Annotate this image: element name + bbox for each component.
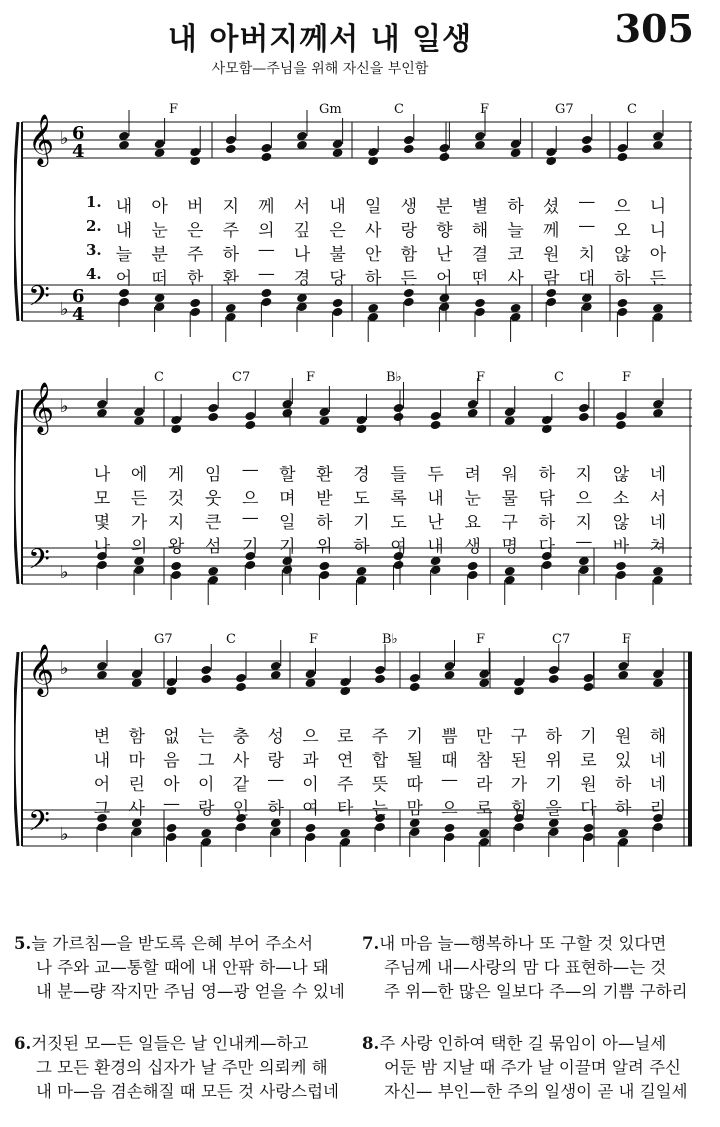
verse-line: 그 모든 환경의 십자가 날 주만 의뢰케 해 (36, 1058, 328, 1077)
lyric-syllable: 서 (293, 197, 311, 217)
lyric-syllable: 있 (615, 751, 632, 771)
lyric-syllable: 않 (612, 465, 630, 485)
chord-symbol: C (154, 370, 164, 385)
lyric-syllable: 어 (93, 775, 111, 795)
lyric-line-verse-3 (14, 508, 698, 533)
lyric-syllable: 사 (232, 751, 250, 771)
lyric-syllable: 난 (427, 513, 444, 533)
lyric-syllable: 가 (510, 775, 528, 795)
verse-line: 주 위—한 많은 일보다 주—의 기쁨 구하리 (384, 982, 688, 1001)
lyric-syllable: 힘 (510, 799, 528, 819)
lyric-syllable: 랑 (267, 751, 284, 771)
lyric-syllable: 하 (267, 799, 284, 819)
lyric-syllable: 기 (580, 727, 597, 747)
lyric-syllable: 서 (649, 489, 667, 509)
lyric-syllable: 섬 (204, 537, 222, 557)
flat-icon: ♭ (60, 658, 69, 679)
music-system-3 (14, 630, 698, 892)
verse-number: 6. (14, 1034, 32, 1053)
lyric-syllable: 려 (464, 465, 481, 485)
lyric-line-verse-2 (14, 484, 698, 509)
lyric-syllable: 내 (427, 537, 444, 557)
lyric-syllable: 것 (167, 489, 185, 509)
lyric-syllable: 성 (267, 727, 284, 747)
lyric-syllable: 마 (128, 751, 145, 771)
lyric-syllable: 때 (441, 751, 458, 771)
lyric-syllable: 된 (510, 751, 528, 771)
lyric-syllable: 주 (186, 245, 204, 265)
verse-6 (14, 1030, 359, 1102)
lyric-line-verse-2 (14, 746, 698, 771)
music-system-1 (14, 100, 698, 370)
lyric-syllable: 린 (128, 775, 145, 795)
lyric-syllable: 네 (649, 465, 667, 485)
lyric-syllable: 요 (464, 513, 481, 533)
lyric-syllable: 리 (649, 799, 667, 819)
lyric-syllable: 내 (93, 751, 111, 771)
lyric-syllable: 뜻 (371, 775, 389, 795)
lyric-syllable: 소 (612, 489, 630, 509)
lyric-syllable: 주 (371, 727, 389, 747)
bass-clef-icon: 𝄢 (28, 805, 50, 845)
lyric-syllable: 큰 (204, 513, 222, 533)
lyric-syllable: 기 (353, 513, 370, 533)
lyric-syllable: 록 (390, 489, 407, 509)
lyric-syllable: 치 (578, 245, 596, 265)
lyric-syllable: 함 (128, 727, 145, 747)
lyric-syllable: 도 (353, 489, 370, 509)
lyric-syllable: 눈 (151, 221, 168, 241)
lyric-syllable: 을 (545, 799, 562, 819)
lyric-syllable: 랑 (400, 221, 418, 241)
chord-symbol: C (394, 102, 404, 117)
lyric-syllable: 일 (279, 513, 296, 533)
verse-number: 8. (362, 1034, 380, 1053)
lyric-syllable: 닦 (538, 489, 556, 509)
lyric-syllable: 든 (130, 489, 148, 509)
chord-symbol: C (226, 632, 236, 647)
chord-symbol: C7 (552, 632, 571, 647)
lyric-syllable: 니 (649, 197, 667, 217)
lyric-syllable: 쳐 (649, 537, 667, 557)
lyric-line-verse-4 (14, 264, 698, 289)
verse-line: 나 주와 교—통할 때에 내 안팎 하—나 돼 (36, 958, 329, 977)
lyric-syllable: 은 (329, 221, 346, 241)
time-signature: 6 (72, 286, 85, 307)
lyric-syllable: 구 (510, 727, 528, 747)
verse-line: 늘 가르침—을 받도록 은혜 부어 주소서 (31, 934, 314, 953)
treble-clef-icon: 𝄞 (28, 644, 55, 695)
lyric-syllable: 몇 (93, 513, 111, 533)
lyric-syllable: 지 (222, 197, 240, 217)
chord-symbol: F (169, 102, 179, 117)
lyric-syllable: — (578, 216, 596, 236)
lyric-syllable: 맘 (406, 799, 423, 819)
treble-staff (22, 652, 692, 688)
lyric-syllable: 참 (476, 751, 493, 771)
verse-line: 내 마—음 겸손해질 때 모든 것 사랑스럽네 (36, 1082, 339, 1101)
verse-number: 2. (86, 217, 102, 235)
lyric-syllable: 떤 (471, 269, 489, 289)
lyric-syllable: 네 (649, 513, 667, 533)
lyric-syllable: 될 (406, 751, 423, 771)
chord-symbol: G7 (154, 632, 173, 647)
lyric-syllable: 께 (542, 221, 560, 241)
lyric-syllable: 할 (279, 465, 296, 485)
lyric-syllable: 랑 (198, 799, 215, 819)
lyric-syllable: 지 (167, 513, 185, 533)
lyric-line-verse-1 (14, 192, 698, 217)
lyric-syllable: 경 (293, 269, 311, 289)
lyric-syllable: 음 (163, 751, 180, 771)
lyric-syllable: 하 (614, 269, 631, 289)
verse-5 (14, 930, 359, 1002)
lyric-syllable: 나 (93, 465, 111, 485)
lyric-syllable: 네 (649, 775, 667, 795)
lyric-syllable: 든 (649, 269, 667, 289)
lyric-syllable: 바 (612, 537, 630, 557)
lyric-syllable: — (267, 770, 285, 790)
chord-symbol: F (622, 370, 632, 385)
lyric-syllable: 기 (279, 537, 296, 557)
chord-symbol: B♭ (382, 632, 398, 647)
lyric-syllable: 안 (364, 245, 382, 265)
lyric-syllable: 의 (130, 537, 148, 557)
lyric-syllable: 않 (614, 245, 631, 265)
lyric-syllable: — (575, 532, 593, 552)
lyric-line-verse-1 (14, 460, 698, 485)
lyric-syllable: 임 (204, 465, 222, 485)
lyric-syllable: 그 (198, 751, 215, 771)
flat-icon: ♭ (60, 396, 69, 417)
lyric-syllable: 구 (501, 513, 518, 533)
flat-icon: ♭ (60, 299, 69, 320)
lyric-syllable: 지 (575, 513, 593, 533)
lyric-syllable: 하 (615, 799, 632, 819)
lyric-line-verse-2 (14, 216, 698, 241)
verse-8 (362, 1030, 707, 1102)
lyric-syllable: 생 (464, 537, 481, 557)
lyric-syllable: 위 (316, 537, 333, 557)
music-system-2 (14, 368, 698, 630)
lyric-syllable: 별 (471, 197, 489, 217)
lyric-syllable: 일 (364, 197, 382, 217)
lyric-syllable: 하 (538, 513, 556, 533)
lyric-syllable: 도 (390, 513, 407, 533)
lyric-syllable: 않 (612, 513, 630, 533)
lyric-syllable: 쁨 (441, 727, 458, 747)
lyric-syllable: 으 (575, 489, 593, 509)
chord-symbol: Gm (319, 102, 342, 117)
chord-symbol: C (627, 102, 637, 117)
lyric-syllable: 에 (130, 465, 148, 485)
lyric-syllable: — (441, 770, 458, 790)
flat-icon: ♭ (60, 128, 69, 149)
chord-symbol: C (554, 370, 564, 385)
lyric-syllable: 다 (580, 799, 597, 819)
lyric-syllable: 는 (371, 799, 389, 819)
flat-icon: ♭ (60, 562, 69, 583)
verse-number: 1. (86, 193, 102, 211)
lyric-syllable: 버 (186, 197, 204, 217)
lyric-syllable: 대 (578, 269, 596, 289)
lyric-syllable: 로 (337, 727, 354, 747)
lyric-syllable: 명 (501, 537, 518, 557)
lyric-syllable: 늘 (115, 245, 133, 265)
lyric-syllable: 하 (316, 513, 333, 533)
lyric-syllable: 께 (258, 197, 275, 217)
lyric-syllable: 충 (232, 727, 250, 747)
lyric-syllable: 결 (471, 245, 489, 265)
verse-number: 5. (14, 934, 32, 953)
treble-clef-icon: 𝄞 (28, 114, 55, 165)
lyric-syllable: 어 (436, 269, 453, 289)
lyric-syllable: 함 (400, 245, 418, 265)
lyric-syllable: 은 (186, 221, 204, 241)
lyric-line-verse-3 (14, 770, 698, 795)
lyric-syllable: 코 (507, 245, 524, 265)
chord-symbol: C7 (232, 370, 251, 385)
lyric-syllable: 위 (545, 751, 562, 771)
lyric-syllable: 으 (242, 489, 259, 509)
time-signature: 6 (72, 123, 85, 144)
lyric-syllable: 웃 (204, 489, 222, 509)
lyric-syllable: — (257, 264, 275, 284)
lyric-syllable: 눈 (464, 489, 481, 509)
lyric-syllable: 깊 (293, 221, 311, 241)
lyric-syllable: 여 (302, 799, 319, 819)
chord-symbol: F (476, 370, 486, 385)
lyric-syllable: 람 (542, 269, 560, 289)
lyric-syllable: 인 (232, 799, 250, 819)
lyric-syllable: 만 (476, 727, 493, 747)
lyric-syllable: 경 (353, 465, 370, 485)
lyric-line-verse-4 (14, 794, 698, 819)
chord-symbol: G7 (555, 102, 574, 117)
lyric-syllable: 게 (167, 465, 185, 485)
chord-symbol: F (476, 632, 486, 647)
lyric-syllable: 들 (390, 465, 407, 485)
lyric-syllable: 아 (163, 775, 180, 795)
lyric-syllable: 하 (538, 465, 556, 485)
lyric-syllable: 불 (329, 245, 346, 265)
lyric-syllable: 기 (242, 537, 259, 557)
lyric-syllable: 받 (316, 489, 333, 509)
lyric-syllable: 향 (436, 221, 453, 241)
lyric-syllable: 당 (329, 269, 346, 289)
lyric-syllable: 없 (163, 727, 180, 747)
lyric-syllable: 그 (93, 799, 111, 819)
lyric-syllable: 모 (93, 489, 111, 509)
hymn-number: 305 (614, 6, 694, 51)
lyric-syllable: 아 (649, 245, 667, 265)
lyric-syllable: 환 (222, 269, 240, 289)
verse-line: 내 마음 늘—행복하나 또 구할 것 있다면 (379, 934, 667, 953)
lyric-syllable: 는 (198, 727, 215, 747)
lyric-syllable: — (241, 460, 259, 480)
verse-number: 4. (86, 265, 102, 283)
lyric-syllable: 여 (390, 537, 407, 557)
lyric-syllable: 하 (545, 727, 562, 747)
lyric-syllable: 오 (614, 221, 631, 241)
lyric-syllable: 원 (580, 775, 597, 795)
lyric-syllable: 지 (575, 465, 593, 485)
lyric-syllable: 으 (302, 727, 319, 747)
verse-line: 자신— 부인—한 주의 일생이 곧 내 길일세 (384, 1082, 688, 1101)
lyric-syllable: 네 (649, 751, 667, 771)
lyric-syllable: 내 (427, 489, 444, 509)
verse-7 (362, 930, 707, 1002)
lyric-syllable: 며 (279, 489, 296, 509)
lyric-syllable: 든 (400, 269, 418, 289)
lyric-syllable: 기 (545, 775, 562, 795)
chord-symbol: F (306, 370, 316, 385)
hymn-subtitle: 사모함—주님을 위해 자신을 부인함 (211, 61, 429, 77)
lyric-syllable: 사 (128, 799, 145, 819)
lyric-syllable: 내 (329, 197, 346, 217)
time-signature: 4 (72, 141, 85, 162)
lyric-syllable: 합 (371, 751, 389, 771)
lyric-syllable: 아 (151, 197, 168, 217)
lyric-syllable: 로 (580, 751, 597, 771)
lyric-syllable: 내 (115, 221, 133, 241)
lyric-syllable: 라 (476, 775, 493, 795)
lyric-syllable: 하 (353, 537, 370, 557)
lyric-line-verse-3 (14, 240, 698, 265)
lyric-syllable: — (257, 240, 275, 260)
lyric-syllable: — (578, 192, 596, 212)
bass-clef-icon: 𝄢 (28, 543, 50, 583)
lyric-syllable: 니 (649, 221, 667, 241)
bass-clef-icon: 𝄢 (28, 280, 50, 320)
lyric-syllable: 하 (507, 197, 524, 217)
chord-symbol: F (309, 632, 319, 647)
lyric-line-verse-1 (14, 722, 698, 747)
lyric-syllable: 환 (316, 465, 333, 485)
lyric-syllable: 분 (151, 245, 168, 265)
lyric-syllable: 따 (406, 775, 423, 795)
lyric-syllable: 과 (302, 751, 319, 771)
lyric-syllable: 하 (364, 269, 382, 289)
lyric-syllable: 워 (501, 465, 518, 485)
lyric-syllable: 주 (222, 221, 240, 241)
lyric-syllable: 하 (222, 245, 240, 265)
lyric-syllable: 왕 (167, 537, 185, 557)
lyric-syllable: 같 (232, 775, 250, 795)
lyric-syllable: 변 (93, 727, 111, 747)
verse-line: 주 사랑 인하여 택한 길 묶임이 아—닐세 (379, 1034, 667, 1053)
lyric-syllable: 원 (542, 245, 560, 265)
lyric-line-verse-4 (14, 532, 698, 557)
verse-line: 주님께 내—사랑의 맘 다 표현하—는 것 (384, 958, 667, 977)
lyric-syllable: 으 (614, 197, 631, 217)
lyric-syllable: 이 (198, 775, 215, 795)
lyric-syllable: 내 (115, 197, 133, 217)
lyric-syllable: 생 (400, 197, 418, 217)
lyric-syllable: — (241, 508, 259, 528)
lyric-syllable: 로 (476, 799, 493, 819)
verse-line: 내 분—량 작지만 주님 영—광 얻을 수 있네 (36, 982, 345, 1001)
lyric-syllable: 분 (436, 197, 453, 217)
lyric-syllable: 연 (337, 751, 354, 771)
lyric-syllable: 물 (501, 489, 518, 509)
lyric-syllable: 으 (441, 799, 458, 819)
lyric-syllable: 사 (507, 269, 524, 289)
lyric-syllable: 타 (337, 799, 354, 819)
lyric-syllable: 기 (406, 727, 423, 747)
lyric-syllable: 나 (293, 245, 311, 265)
lyric-syllable: 나 (93, 537, 111, 557)
lyric-syllable: 셨 (542, 197, 560, 217)
lyric-syllable: 가 (130, 513, 148, 533)
lyric-syllable: 난 (436, 245, 453, 265)
lyric-syllable: 이 (302, 775, 319, 795)
lyric-syllable: 의 (258, 221, 275, 241)
treble-clef-icon: 𝄞 (28, 382, 55, 433)
chord-symbol: F (480, 102, 490, 117)
time-signature: 4 (72, 304, 85, 325)
chord-symbol: F (622, 632, 632, 647)
lyric-syllable: 주 (337, 775, 354, 795)
chord-symbol: B♭ (386, 370, 402, 385)
verse-line: 거짓된 모—든 일들은 날 인내케—하고 (31, 1034, 309, 1053)
verse-line: 어둔 밤 지날 때 주가 날 이끌며 알려 주신 (384, 1058, 681, 1077)
flat-icon: ♭ (60, 824, 69, 845)
lyric-syllable: — (163, 794, 180, 814)
verse-number: 7. (362, 934, 380, 953)
lyric-syllable: 해 (649, 727, 667, 747)
lyric-syllable: 다 (538, 537, 556, 557)
lyric-syllable: 한 (186, 269, 204, 289)
lyric-syllable: 늘 (507, 221, 524, 241)
lyric-syllable: 두 (427, 465, 444, 485)
verse-number: 3. (86, 241, 102, 259)
lyric-syllable: 어 (115, 269, 133, 289)
lyric-syllable: 떠 (151, 269, 168, 289)
lyric-syllable: 원 (615, 727, 632, 747)
lyric-syllable: 해 (471, 221, 489, 241)
lyric-syllable: 하 (615, 775, 632, 795)
lyric-syllable: 사 (364, 221, 382, 241)
hymn-title: 내 아버지께서 내 일생 (167, 22, 473, 57)
